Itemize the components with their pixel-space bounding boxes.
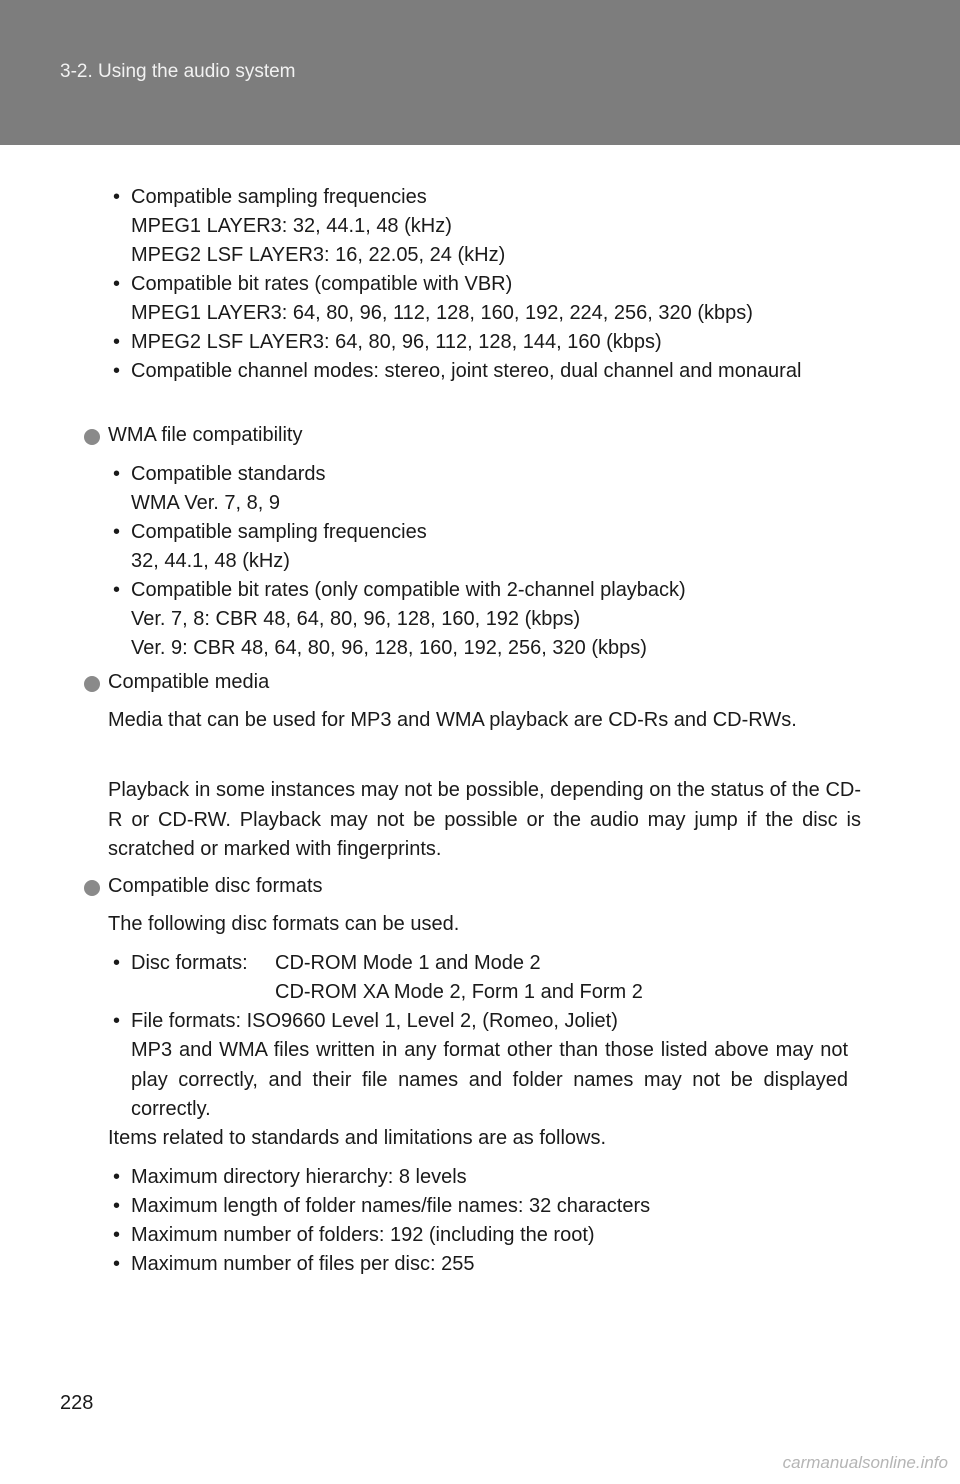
bullet: • [113,186,121,208]
section-heading: Compatible media [108,671,270,693]
heading-bullet-icon [84,880,100,896]
paragraph: Media that can be used for MP3 and WMA playback are CD-Rs and CD-RWs. [108,709,797,731]
bullet: • [113,1253,121,1275]
list-item: Maximum directory hierarchy: 8 levels [131,1166,467,1188]
heading-bullet-icon [84,429,100,445]
list-item: File formats: ISO9660 Level 1, Level 2, (Romeo, Joliet) [131,1010,618,1032]
list-item: Maximum number of files per disc: 255 [131,1253,475,1275]
list-subitem: Ver. 9: CBR 48, 64, 80, 96, 128, 160, 192, 256, 320 (kbps) [131,637,647,659]
list-item: Compatible bit rates (only compatible with 2-channel playback) [131,579,686,601]
list-item: Compatible bit rates (compatible with VBR) [131,273,513,295]
bullet: • [113,1224,121,1246]
bullet: • [113,360,121,382]
bullet: • [113,521,121,543]
bullet: • [113,463,121,485]
bullet: • [113,952,121,974]
list-item: Compatible standards [131,463,326,485]
list-item: Maximum number of folders: 192 (including the root) [131,1224,595,1246]
bullet: • [113,1166,121,1188]
paragraph: Items related to standards and limitations are as follows. [108,1127,607,1149]
list-subitem: MPEG2 LSF LAYER3: 16, 22.05, 24 (kHz) [131,244,506,266]
list-item: Compatible sampling frequencies [131,521,427,543]
list-item: Compatible sampling frequencies [131,186,427,208]
list-subitem: MPEG1 LAYER3: 32, 44.1, 48 (kHz) [131,215,452,237]
section-heading: Compatible disc formats [108,875,323,897]
list-item: MPEG2 LSF LAYER3: 64, 80, 96, 112, 128, 144, 160 (kbps) [131,331,662,353]
list-subitem: MPEG1 LAYER3: 64, 80, 96, 112, 128, 160, 192, 224, 256, 320 (kbps) [131,302,753,324]
section-title: 3-2. Using the audio system [60,61,296,82]
bullet: • [113,273,121,295]
list-item: Compatible channel modes: stereo, joint stereo, dual channel and monaural [131,360,802,382]
bullet: • [113,331,121,353]
list-subitem: MP3 and WMA files written in any format other than those listed above may not play correctly, and their file names and folder names may not be displayed correctly. [131,1039,848,1120]
bullet: • [113,579,121,601]
bullet: • [113,1195,121,1217]
page-number: 228 [60,1392,94,1414]
section-header-bar [0,0,960,145]
list-subitem: WMA Ver. 7, 8, 9 [131,492,280,514]
bullet: • [113,1010,121,1032]
list-subitem: Ver. 7, 8: CBR 48, 64, 80, 96, 128, 160, 192 (kbps) [131,608,581,630]
list-item-label: Disc formats: [131,952,248,974]
watermark: carmanualsonline.info [782,1453,948,1472]
heading-bullet-icon [84,676,100,692]
list-subitem: 32, 44.1, 48 (kHz) [131,550,290,572]
paragraph: The following disc formats can be used. [108,913,460,935]
paragraph: Playback in some instances may not be possible, depending on the status of the CD-R or CD-RW. Playback may not be possible or the audio may jump if the disc is scratched or marked with fingerprints. [108,779,861,860]
list-item: Maximum length of folder names/file names: 32 characters [131,1195,651,1217]
list-subitem: CD-ROM Mode 1 and Mode 2 [275,952,541,974]
list-subitem: CD-ROM XA Mode 2, Form 1 and Form 2 [275,981,643,1003]
section-heading: WMA file compatibility [108,424,303,446]
